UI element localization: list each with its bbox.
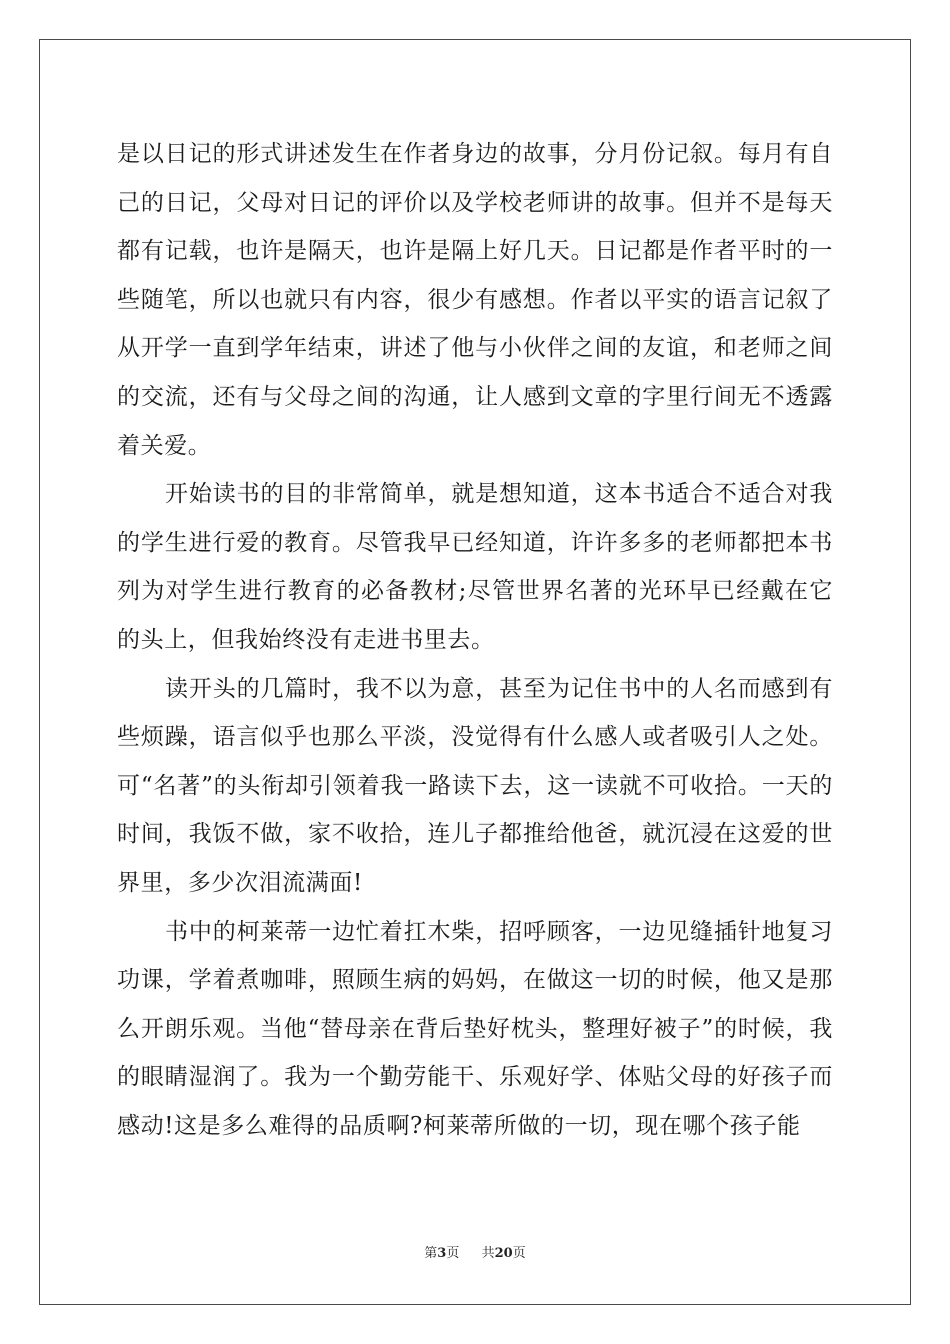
page-prefix: 第 [424,1246,438,1261]
page-number: 3 [437,1246,447,1261]
paragraph-4: 书中的柯莱蒂一边忙着扛木柴，招呼顾客，一边见缝插针地复习功课，学着煮咖啡，照顾生病的妈妈，在做这一切的时候，他又是那么开朗乐观。当他“替母亲在背后垫好枕头，整理好被子”的时候，我的眼睛湿润了。我为一个勤劳能干、乐观好学、体贴父母的好孩子而感动!这是多么难得的品质啊?柯莱蒂所做的一切，现在哪个孩子能 [117,918,833,1139]
page-suffix: 页 [446,1246,460,1261]
paragraph-1: 是以日记的形式讲述发生在作者身边的故事，分月份记叙。每月有自己的日记，父母对日记的评价以及学校老师讲的故事。但并不是每天都有记载，也许是隔天，也许是隔上好几天。日记都是作者平时的一些随笔，所以也就只有内容，很少有感想。作者以平实的语言记叙了从开学一直到学年结束，讲述了他与小伙伴之间的友谊，和老师之间的交流，还有与父母之间的沟通，让人感到文章的字里行间无不透露着关爱。 [117,141,833,459]
total-prefix: 共 [481,1246,495,1261]
page-footer [0,1245,950,1263]
total-suffix: 页 [512,1246,526,1261]
document-body [117,130,833,1150]
paragraph-2: 开始读书的目的非常简单，就是想知道，这本书适合不适合对我的学生进行爱的教育。尽管我早已经知道，许许多多的老师都把本书列为对学生进行教育的必备教材;尽管世界名著的光环早已经戴在它的头上，但我始终没有走进书里去。 [117,481,833,653]
total-pages: 20 [494,1246,513,1261]
paragraph-3: 读开头的几篇时，我不以为意，甚至为记住书中的人名而感到有些烦躁，语言似乎也那么平淡，没觉得有什么感人或者吸引人之处。可“名著”的头衔却引领着我一路读下去，这一读就不可收拾。一天的时间，我饭不做，家不收拾，连儿子都推给他爸，就沉浸在这爱的世界里，多少次泪流满面! [117,675,833,896]
